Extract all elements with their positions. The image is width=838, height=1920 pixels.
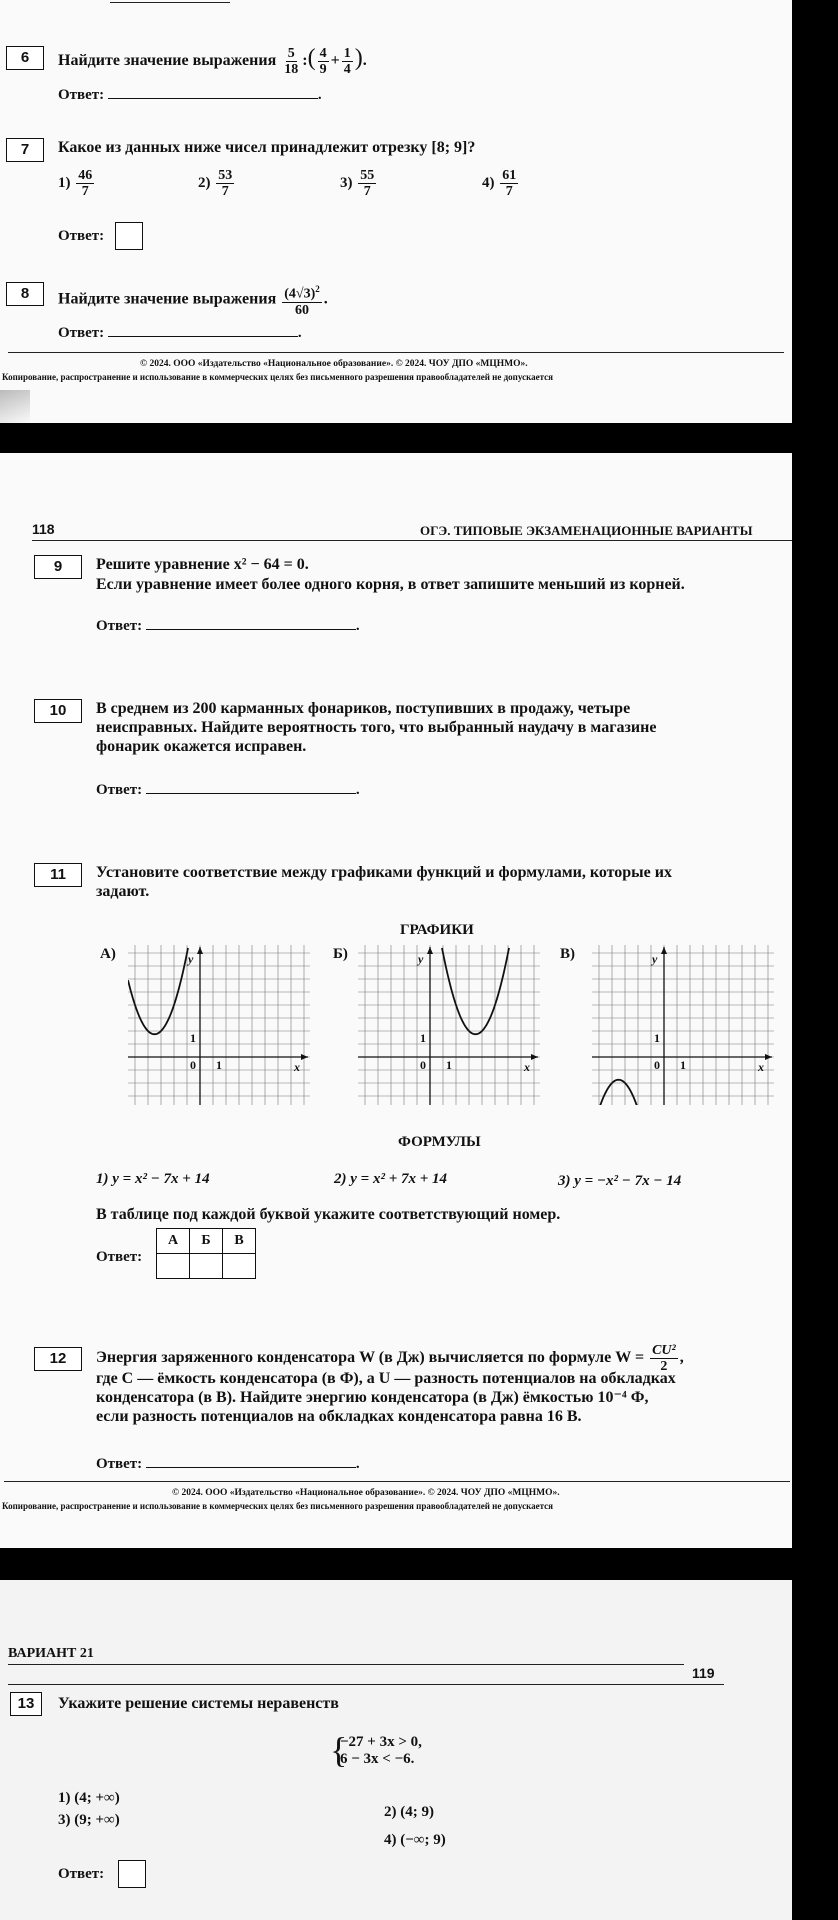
- task-12-line-4: если разность потенциалов на обкладках конденсатора равна 16 В.: [96, 1408, 582, 1425]
- task-7-text: Какое из данных ниже чисел принадлежит отрезку [8; 9]?: [58, 139, 476, 156]
- task-13-number: 13: [10, 1692, 42, 1716]
- task-7-option-4: 4) $\frac{61}{7}$: [482, 168, 517, 199]
- y-axis-label: y: [418, 952, 424, 966]
- x-tick-one: 1: [446, 1058, 452, 1072]
- task-6-answer: Ответ: .: [58, 84, 322, 104]
- y-tick-one: 1: [654, 1031, 660, 1045]
- y-axis-arrow: [661, 947, 667, 954]
- variant-rule: [8, 1664, 684, 1665]
- y-tick-one: 1: [420, 1031, 426, 1045]
- task-10-line-1: В среднем из 200 карманных фонариков, поступивших в продажу, четыре: [96, 700, 631, 717]
- task-7-number: 7: [6, 138, 44, 162]
- copyright-line-1: © 2024. ООО «Издательство «Национальное образование». © 2024. ЧОУ ДПО «МЦНМО».: [172, 1488, 560, 1498]
- task-9-line-2: Если уравнение имеет более одного корня, в ответ запишите меньший из корней.: [96, 576, 685, 593]
- grid: [592, 945, 774, 1105]
- formula-3: 3) y = −x² − 7x − 14: [558, 1173, 682, 1189]
- graph-v: [592, 945, 774, 1105]
- answer-line[interactable]: [146, 615, 356, 630]
- parabola: [442, 948, 509, 1034]
- task-13-option-4: 4) (−∞; 9): [384, 1832, 446, 1848]
- task-10-line-2: неисправных. Найдите вероятность того, что выбранный наудачу в магазине: [96, 719, 657, 736]
- answer-line[interactable]: [146, 779, 356, 794]
- answer-cell-b[interactable]: [190, 1254, 223, 1279]
- page-number: 119: [692, 1665, 715, 1681]
- footer-rule: [8, 352, 784, 353]
- answer-line[interactable]: [108, 84, 318, 99]
- y-tick-one: 1: [190, 1031, 196, 1045]
- task-10-answer: Ответ: .: [96, 779, 360, 799]
- task-6-question: Найдите значение выражения: [58, 52, 277, 70]
- answer-table: [156, 1228, 256, 1279]
- copyright-line-2: Копирование, распространение и использование в коммерческих целях без письменного разрешения правообладателей не допускается: [2, 1501, 554, 1511]
- task-9-number: 9: [34, 555, 82, 579]
- page-fold-shadow: [0, 390, 30, 423]
- task-7-answer-label: Ответ:: [58, 228, 105, 244]
- x-axis-arrow: [765, 1054, 772, 1060]
- task-13-answer-label: Ответ:: [58, 1866, 105, 1882]
- fraction-cu2-2: $\frac{\text{CU²}}{2}$: [652, 1343, 676, 1374]
- answer-line[interactable]: [146, 1453, 356, 1468]
- x-axis-arrow: [301, 1054, 308, 1060]
- task-9-answer: Ответ: .: [96, 615, 360, 635]
- task-12-line-2: где C — ёмкость конденсатора (в Ф), а U — разность потенциалов на обкладках: [96, 1370, 676, 1387]
- fraction-5-18: $\frac{5}{18}$: [284, 46, 299, 77]
- graph-b: [358, 945, 540, 1105]
- inequality-system: { −27 + 3x > 0, 6 − 3x < −6.: [330, 1730, 422, 1770]
- page-3: [0, 1580, 792, 1920]
- footer-rule: [4, 1481, 790, 1482]
- graph-a: [128, 945, 310, 1105]
- task-11-number: 11: [34, 863, 82, 887]
- table-header-v: В: [223, 1229, 256, 1254]
- task-6-text: Найдите значение выражения $\frac{5}{18}$ :( $\frac{4}{9}$ + $\frac{1}{4}$ ).: [58, 45, 367, 77]
- page-1: [0, 0, 792, 423]
- graph-label-a: А): [100, 946, 116, 962]
- copyright-line-1: © 2024. ООО «Издательство «Национальное образование». © 2024. ЧОУ ДПО «МЦНМО».: [140, 359, 528, 369]
- task-11-line-2: задают.: [96, 883, 150, 900]
- task-12-answer: Ответ: .: [96, 1453, 360, 1473]
- x-axis-label: x: [524, 1060, 530, 1074]
- fraction-4-9: $\frac{4}{9}$: [319, 46, 327, 77]
- task-7-option-3: 3) $\frac{55}{7}$: [340, 168, 375, 199]
- y-axis-label: y: [652, 952, 658, 966]
- task-8-text: Найдите значение выражения $\frac{(4√3)^2}{60}$ .: [58, 284, 328, 318]
- task-7-option-1: 1) $\frac{46}{7}$: [58, 168, 93, 199]
- page-2: [0, 453, 792, 1548]
- y-axis-arrow: [427, 947, 433, 954]
- table-instruction: В таблице под каждой буквой укажите соответствующий номер.: [96, 1206, 561, 1223]
- task-13-text: Укажите решение системы неравенств: [58, 1695, 339, 1712]
- task-7-answer-box[interactable]: [115, 222, 143, 250]
- answer-line[interactable]: [108, 322, 298, 337]
- page-header: ОГЭ. ТИПОВЫЕ ЭКЗАМЕНАЦИОННЫЕ ВАРИАНТЫ: [420, 523, 753, 538]
- inequality-1: −27 + 3x > 0,: [340, 1734, 422, 1750]
- answer-cell-a[interactable]: [157, 1254, 190, 1279]
- grid: [128, 945, 310, 1105]
- origin-label: 0: [654, 1058, 660, 1072]
- inequality-2: 6 − 3x < −6.: [340, 1751, 415, 1767]
- task-13-option-3: 3) (9; +∞): [58, 1812, 120, 1828]
- task-11-answer-label: Ответ:: [96, 1249, 143, 1265]
- task-13-answer-box[interactable]: [118, 1860, 146, 1888]
- variant-title: ВАРИАНТ 21: [8, 1646, 94, 1661]
- task-10-number: 10: [34, 699, 82, 723]
- parabola: [128, 948, 188, 1034]
- formula-2: 2) y = x² + 7x + 14: [334, 1171, 448, 1187]
- origin-label: 0: [420, 1058, 426, 1072]
- grid: [358, 945, 540, 1105]
- top-rule: [110, 2, 230, 3]
- task-12-line-1: Энергия заряженного конденсатора W (в Дж) вычисляется по формуле W = $\frac{\text{CU²}}{2}$ ,: [96, 1343, 684, 1374]
- task-6-number: 6: [6, 46, 44, 70]
- task-9-line-1: Решите уравнение x² − 64 = 0.: [96, 556, 309, 573]
- parabola: [600, 1080, 637, 1105]
- task-11-line-1: Установите соответствие между графиками функций и формулами, которые их: [96, 864, 672, 881]
- answer-cell-v[interactable]: [223, 1254, 256, 1279]
- task-8-answer: Ответ: .: [58, 322, 302, 342]
- x-tick-one: 1: [680, 1058, 686, 1072]
- task-12-line-3: конденсатора (в В). Найдите энергию конденсатора (в Дж) ёмкостью 10⁻⁴ Ф,: [96, 1389, 649, 1406]
- table-header-b: Б: [190, 1229, 223, 1254]
- task-13-option-1: 1) (4; +∞): [58, 1790, 120, 1806]
- formulas-title: ФОРМУЛЫ: [398, 1134, 481, 1150]
- formula-1: 1) y = x² − 7x + 14: [96, 1171, 210, 1187]
- graphs-title: ГРАФИКИ: [400, 922, 474, 938]
- graph-label-v: В): [560, 946, 575, 962]
- task-7-option-2: 2) $\frac{53}{7}$: [198, 168, 233, 199]
- task-10-line-3: фонарик окажется исправен.: [96, 738, 307, 755]
- origin-label: 0: [190, 1058, 196, 1072]
- task-12-number: 12: [34, 1347, 82, 1371]
- x-axis-label: x: [294, 1060, 300, 1074]
- task-8-number: 8: [6, 282, 44, 306]
- fraction-1-4: $\frac{1}{4}$: [343, 46, 351, 77]
- x-axis-label: x: [758, 1060, 764, 1074]
- fraction-4sqrt3-60: $\frac{(4√3)^2}{60}$: [284, 284, 320, 318]
- y-axis-label: y: [188, 952, 194, 966]
- y-axis-arrow: [197, 947, 203, 954]
- header-rule: [8, 1684, 724, 1685]
- page-number: 118: [32, 521, 55, 537]
- table-header-a: А: [157, 1229, 190, 1254]
- copyright-line-2: Копирование, распространение и использование в коммерческих целях без письменного разрешения правообладателей не допускается: [2, 372, 554, 382]
- x-axis-arrow: [531, 1054, 538, 1060]
- task-13-option-2: 2) (4; 9): [384, 1804, 434, 1820]
- x-tick-one: 1: [216, 1058, 222, 1072]
- graph-label-b: Б): [333, 946, 348, 962]
- header-rule: [32, 540, 792, 541]
